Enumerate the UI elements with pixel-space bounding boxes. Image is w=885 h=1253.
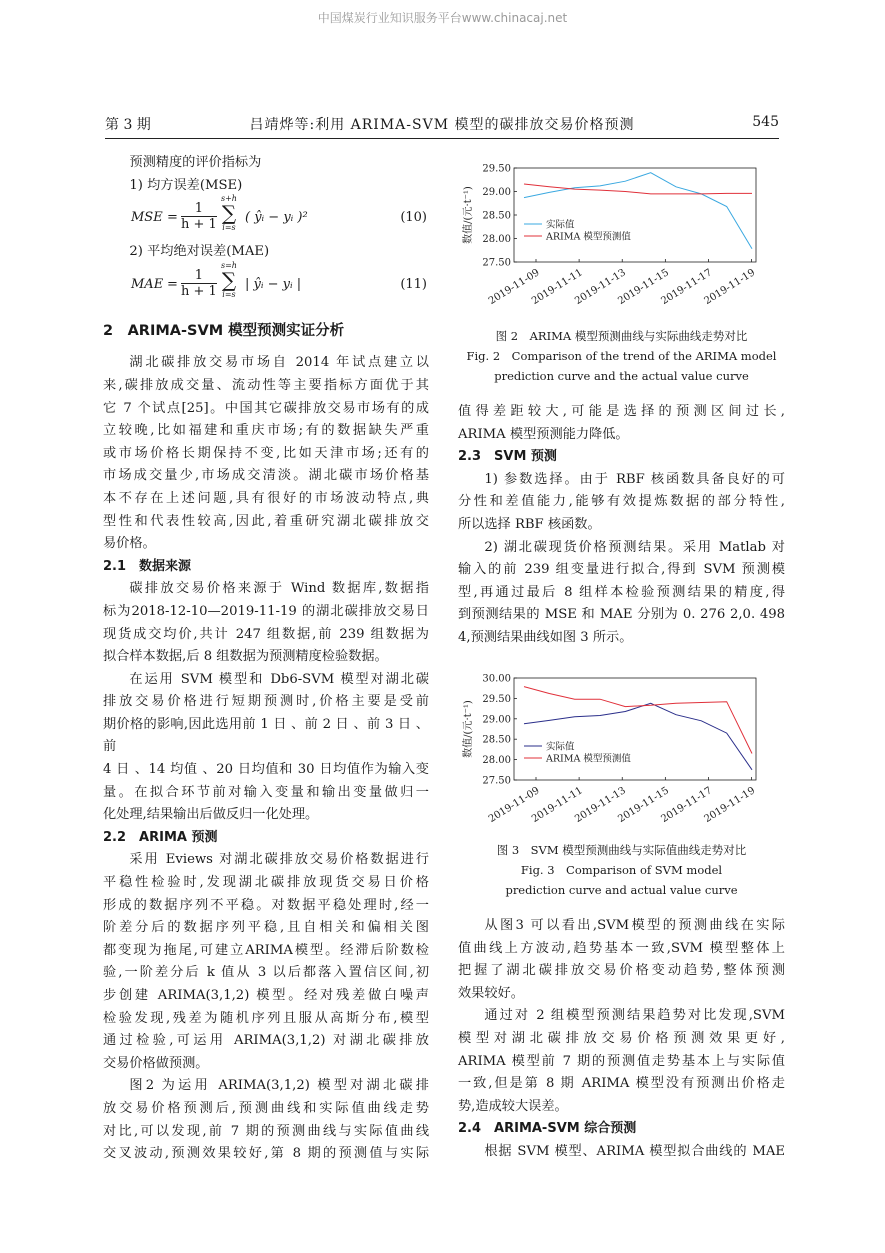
text-line: 把握了湖北碳排放交易价格变动趋势,整体预测 [458,963,785,979]
y-tick-label: 29.00 [482,187,511,198]
y-axis-label: 数值/(元·t⁻¹) [463,700,474,758]
legend-label: 实际值 [546,219,575,231]
x-tick-label: 2019-11-09 [486,785,542,826]
text-line: 所以选择 RBF 核函数。 [458,516,601,532]
text-line: 采用 Eviews 对湖北碳排放交易价格数据进行 [129,852,429,868]
text-line: 通过检验,可运用 ARIMA(3,1,2) 对湖北碳排放 [103,1033,429,1049]
mse-label: 1) 均方误差(MSE) [129,177,243,193]
y-tick-label: 27.50 [482,257,511,269]
x-tick-label: 2019-11-15 [616,785,671,826]
y-tick-label: 28.50 [482,210,511,222]
text-line: 势,造成较大误差。 [458,1098,568,1114]
text-line: 平稳性检验时,发现湖北碳排放现货交易日价格 [103,875,429,891]
text-line: 模型对湖北碳排放交易价格预测效果更好, [458,1030,785,1046]
text-line: 图2 为运用 ARIMA(3,1,2) 模型对湖北碳排 [129,1078,429,1094]
y-tick-label: 30.00 [482,673,511,685]
text-line: 立较晚,比如福建和重庆市场;有的数据缺失严重 [103,423,429,439]
y-tick-label: 27.50 [482,775,511,787]
subsection-heading: 2.4 ARIMA-SVM 综合预测 [458,1121,637,1137]
x-tick-label: 2019-11-13 [573,785,628,826]
legend-label: ARIMA 模型预测值 [546,753,631,765]
text-line: 1) 参数选择。由于 RBF 核函数具备良好的可 [484,471,785,487]
running-header [105,114,779,136]
text-line: 输入的前 239 组变量进行拟合,得到 SVM 预测模 [458,562,785,578]
mae-equation: MAE = $\frac{1}{h + 1}$ s=h ∑ i=s | ŷᵢ − yᵢ | (11) [131,260,427,299]
x-tick-label: 2019-11-09 [486,267,542,308]
text-line: 湖北碳排放交易市场自 2014 年试点建立以 [129,355,429,371]
x-tick-label: 2019-11-19 [702,785,758,826]
text-line: ARIMA 模型前 7 期的预测值走势基本上与实际值 [458,1053,785,1069]
section-heading: 2 ARIMA-SVM 模型预测实证分析 [103,322,345,339]
text-line: 交叉波动,预测效果较好,第 8 期的预测值与实际 [103,1146,429,1162]
mse-equation: MSE = $\frac{1}{h + 1}$ s+h ∑ i=s ( ŷᵢ − yᵢ )² (10) [131,194,427,233]
text-line: 期价格的影响,因此选用前 1 日 、前 2 日 、前 3 日 、前 [103,716,429,755]
text-line: 从图3 可以看出,SVM模型的预测曲线在实际 [484,918,785,933]
subsection-heading: 2.3 SVM 预测 [458,449,557,465]
text-line: 通过对 2 组模型预测结果趋势对比发现,SVM [484,1008,785,1024]
text-line: 化处理,结果输出后做反归一化处理。 [103,807,319,823]
text-line: 效果较好。 [458,985,524,1001]
y-tick-label: 28.00 [482,755,511,767]
paragraph [458,537,785,650]
text-line: 4 日 、14 均值 、20 日均值和 30 日均值作为输入变 [103,762,429,778]
subsection-heading: 2.1 数据来源 [103,558,192,574]
text-line: 本不存在上述问题,具有很好的市场波动特点,典 [103,490,429,506]
y-tick-label: 29.00 [482,714,511,726]
x-tick-label: 2019-11-11 [529,785,585,826]
y-tick-label: 29.50 [482,693,511,705]
figure-2-chart [458,158,785,323]
paragraph [103,578,429,668]
text-line: 步创建 ARIMA(3,1,2) 模型。经对残差做白噪声 [103,988,429,1003]
paragraph [458,1141,785,1164]
text-line: 交易价格做预测。 [103,1055,209,1071]
text-line: 分性和差值能力,能够有效提炼数据的部分特性, [458,494,785,510]
issue-number: 第 3 期 [105,117,151,133]
text-line: 值得差距较大,可能是选择的预测区间过长, [458,404,785,419]
text-line: 根据 SVM 模型、ARIMA 模型拟合曲线的 MAE [484,1143,785,1159]
text-line: 型,再通过最后 8 组样本检验预测结果的精度,得 [458,584,785,600]
figure-3-caption: 图 3 SVM 模型预测曲线与实际值曲线走势对比 Fig. 3 Comparison of SVM model prediction curve and actual value curve [496,843,747,897]
x-tick-label: 2019-11-11 [529,267,585,308]
y-tick-label: 29.50 [482,163,511,175]
y-tick-label: 28.50 [482,734,511,746]
page-number: 545 [752,114,779,130]
text-line: 4,预测结果曲线如图 3 所示。 [458,629,633,645]
paragraph [103,669,429,827]
paragraph [458,401,785,446]
watermark: 中国煤炭行业知识服务平台www.chinacaj.net [317,11,568,25]
text-line: 对比,可以发现,前 7 期的预测曲线与实际值曲线 [103,1123,429,1139]
legend-label: 实际值 [546,741,575,753]
series-line-1 [524,184,752,194]
text-line: 在运用 SVM 模型和 Db6-SVM 模型对湖北碳 [129,671,429,687]
text-line: 排放交易价格进行短期预测时,价格主要是受前 [103,694,429,710]
x-tick-label: 2019-11-13 [573,267,628,308]
text-line: 阶差分后的数据序列平稳,且自相关和偏相关图 [103,920,429,936]
intro-line: 预测精度的评价指标为 [129,155,262,170]
header-rule [105,138,779,139]
text-line: 到预测结果的 MSE 和 MAE 分别为 0. 276 2,0. 498 [458,607,785,623]
subsection-heading: 2.2 ARIMA 预测 [103,829,218,845]
text-line: 来,碳排放成交量、流动性等主要指标方面优于其 [103,377,429,393]
text-line: 都变现为拖尾,可建立ARIMA模型。经滞后阶数检 [103,942,429,958]
left-column [103,152,429,1166]
equation-number: (11) [400,276,427,292]
paragraph [458,1005,785,1118]
text-line: 放交易价格预测后,预测曲线和实际值曲线走势 [103,1100,429,1116]
text-line: 形成的数据序列不平稳。对数据平稳处理时,经一 [103,897,429,913]
equation-number: (10) [400,210,427,226]
text-line: 它 7 个试点[25]。中国其它碳排放交易市场有的成 [103,400,429,416]
right-column-lower [458,915,785,1164]
plot-frame [514,168,756,262]
paragraph [458,469,785,537]
text-line: 标为2018-12-10—2019-11-19 的湖北碳排放交易日 [103,603,429,619]
running-title: 吕靖烨等:利用 ARIMA-SVM 模型的碳排放交易价格预测 [249,117,635,133]
x-tick-label: 2019-11-17 [659,785,715,826]
x-tick-label: 2019-11-19 [702,267,758,308]
legend-label: ARIMA 模型预测值 [546,231,631,243]
text-line: 碳排放交易价格来源于 Wind 数据库,数据指 [129,581,429,597]
text-line: ARIMA 模型预测能力降低。 [458,426,629,442]
mae-label: 2) 平均绝对误差(MAE) [129,244,270,260]
figure-2-caption: 图 2 ARIMA 模型预测曲线与实际曲线走势对比 Fig. 2 Comparison of the trend of the ARIMA model prediction curve and the actual value curve [466,329,777,383]
text-line: 2) 湖北碳现货价格预测结果。采用 Matlab 对 [484,539,785,555]
text-line: 拟合样本数据,后 8 组数据为预测精度检验数据。 [103,649,388,665]
x-tick-label: 2019-11-15 [616,267,671,308]
paragraph [103,849,429,1075]
text-line: 易价格。 [103,536,156,552]
text-line: 验,一阶差分后 k 值从 3 以后都落入置信区间,初 [103,965,429,981]
text-line: 现货成交均价,共计 247 组数据,前 239 组数据为 [103,626,429,642]
paragraph [103,1075,429,1165]
text-line: 一致,但是第 8 期 ARIMA 模型没有预测出价格走 [458,1076,785,1092]
paragraph [103,352,429,555]
text-line: 或市场价格长期保持不变,比如天津市场;还有的 [103,445,429,461]
right-column-upper [458,401,785,650]
text-line: 量。在拟合环节前对输入变量和输出变量做归一 [103,784,429,800]
text-line: 检验发现,残差为随机序列且服从高斯分布,模型 [103,1010,429,1026]
text-line: 值曲线上方波动,趋势基本一致,SVM 模型整体上 [458,940,785,956]
figure-3-chart [458,668,785,838]
y-tick-label: 28.00 [482,234,511,245]
paragraph [458,915,785,1005]
x-tick-label: 2019-11-17 [659,267,715,308]
text-line: 型性和代表性较高,因此,着重研究湖北碳排放交 [103,513,429,529]
y-axis-label: 数值/(元·t⁻¹) [463,186,474,244]
text-line: 市场成交量少,市场成交清淡。湖北碳市场价格基 [103,468,429,484]
